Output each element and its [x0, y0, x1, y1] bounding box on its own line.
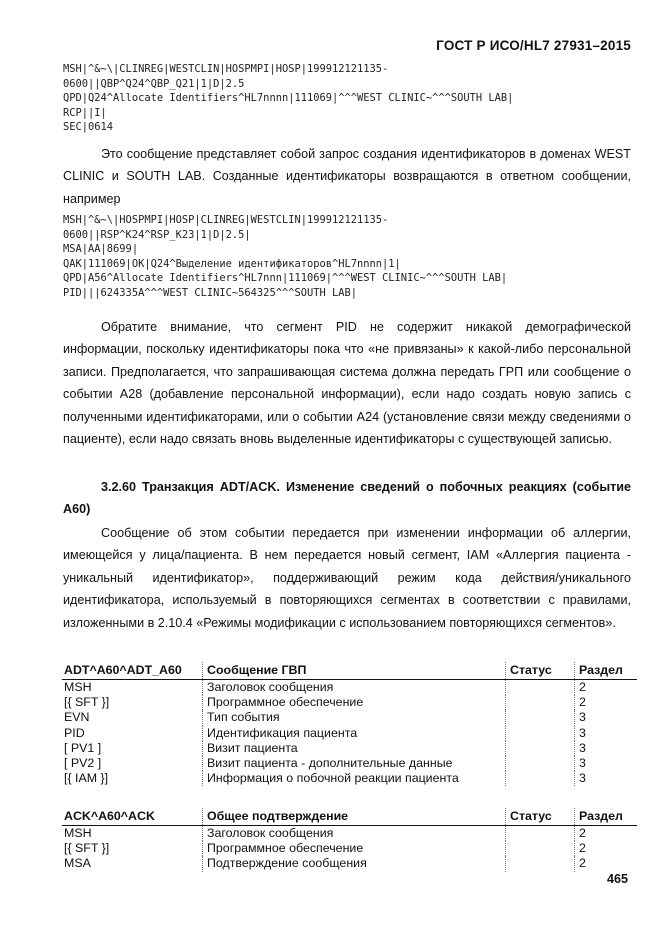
- code-block-response: [63, 213, 507, 300]
- paragraph-text: Это сообщение представляет собой запрос создания идентификаторов в доменах WEST CLINIC и SOUTH LAB. Созданные идентификаторы возвращаются в ответном сообщении, например: [63, 147, 631, 206]
- code-line: RCP||I|: [63, 106, 107, 119]
- segment-status: [506, 695, 575, 710]
- paragraph-text: Обратите внимание, что сегмент PID не содержит никакой демографической информации, поскольку идентификаторы пока что «не привязаны» к какой-либо персональной записи. Предполагается, что запрашивающая система должна передать ГРП или сообщение о событии A28 (добавление персональной информации), если надо создать новую запись с полученными идентификаторами, или о событии A24 (установление связи между сведениями о пациенте), если надо связать вновь выделенные идентификаторы с существующей записью.: [63, 320, 631, 447]
- segment-description: Тип события: [203, 710, 506, 725]
- segment-section: 3: [579, 740, 586, 755]
- code-line: MSA|AA|8699|: [63, 243, 139, 255]
- table-row: [62, 680, 637, 696]
- section-heading-text: 3.2.60 Транзакция ADT/ACK. Изменение сведений о побочных реакциях (событие A60): [63, 480, 631, 517]
- table-row: [62, 726, 637, 741]
- segment-code: [ PV2 ]: [62, 756, 203, 771]
- code-line: MSH|^&~\|CLINREG|WESTCLIN|HOSPMPI|HOSP|199912121135-: [63, 63, 389, 75]
- page-number: 465: [606, 872, 628, 886]
- segment-status: [506, 710, 575, 725]
- paragraph-event-description: [63, 522, 631, 634]
- segment-code: [ PV1 ]: [62, 741, 203, 756]
- header-status: Статус: [506, 808, 575, 826]
- section-heading: [63, 476, 631, 521]
- code-line: QPD|Q24^Allocate Identifiers^HL7nnnn|111069|^^^WEST CLINIC~^^^SOUTH LAB|: [63, 92, 514, 104]
- code-line: SEC|0614: [63, 121, 114, 133]
- segment-code: [{ IAM }]: [62, 771, 203, 786]
- table-row: [62, 841, 637, 856]
- header-description: Сообщение ГВП: [203, 662, 506, 680]
- table-row: [62, 695, 637, 710]
- segment-section: 2: [579, 856, 586, 871]
- segment-status: [506, 841, 575, 856]
- table-row: [62, 741, 637, 756]
- segment-status: [506, 680, 575, 696]
- table-row: [62, 710, 637, 725]
- table-row: [62, 756, 637, 771]
- segment-description: Программное обеспечение: [203, 695, 506, 710]
- segment-code: MSH: [62, 826, 203, 842]
- segment-status: [506, 826, 575, 842]
- header-status: Статус: [506, 662, 575, 680]
- segment-description: Заголовок сообщения: [203, 680, 506, 696]
- segment-section: 2: [579, 695, 586, 710]
- document-header: ГОСТ Р ИСО/HL7 27931–2015: [436, 38, 631, 53]
- header-section: Раздел: [575, 808, 638, 826]
- table-header-row: [62, 662, 637, 680]
- segment-code: MSA: [62, 856, 203, 871]
- table-row: [62, 826, 637, 842]
- segment-status: [506, 726, 575, 741]
- segment-code: EVN: [62, 710, 203, 725]
- code-block-query: [63, 62, 513, 135]
- header-message-type: ACK^A60^ACK: [62, 808, 203, 826]
- segment-section: 3: [579, 771, 586, 786]
- header-section: Раздел: [575, 662, 638, 680]
- code-line: 0600||RSP^K24^RSP_K23|1|D|2.5|: [63, 228, 251, 241]
- code-line: PID|||624335A^^^WEST CLINIC~564325^^^SOUTH LAB|: [63, 286, 358, 299]
- segment-code: PID: [62, 726, 203, 741]
- paragraph-pid-note: [63, 316, 631, 450]
- segment-code: [{ SFT }]: [62, 841, 203, 856]
- header-message-type: ADT^A60^ADT_A60: [62, 662, 203, 680]
- segment-description: Заголовок сообщения: [203, 826, 506, 842]
- segment-section: 2: [579, 680, 586, 694]
- segment-description: Информация о побочной реакции пациента: [203, 771, 506, 786]
- segment-section: 3: [579, 756, 586, 771]
- segment-status: [506, 741, 575, 756]
- segment-description: Подтверждение сообщения: [203, 856, 506, 871]
- segment-section: 2: [579, 841, 586, 856]
- segment-section: 3: [579, 710, 586, 725]
- segment-description: Идентификация пациента: [203, 726, 506, 741]
- segment-code: MSH: [62, 680, 203, 696]
- table-row: [62, 856, 637, 871]
- segment-description: Визит пациента - дополнительные данные: [203, 756, 506, 771]
- table-header-row: [62, 808, 637, 826]
- segment-description: Программное обеспечение: [203, 841, 506, 856]
- adt-a60-message-table: [62, 662, 637, 786]
- segment-status: [506, 856, 575, 871]
- table-row: [62, 771, 637, 786]
- paragraph-text: Сообщение об этом событии передается при изменении информации об аллергии, имеющейся у лица/пациента. В нем передается новый сегмент, IAM «Аллергия пациента - уникальный идентификатор», поддерживающий режим кода действия/уникального идентификатора, используемый в повторяющихся сегментах в соответствии с правилами, изложенными в 2.10.4 «Режимы модификации с использованием повторяющихся сегментов».: [63, 526, 631, 630]
- segment-status: [506, 771, 575, 786]
- segment-section: 3: [579, 725, 586, 740]
- paragraph-query-description: [63, 143, 631, 210]
- ack-a60-message-table: [62, 808, 637, 872]
- code-line: QAK|111069|OK|Q24^Выделение идентификаторов^HL7nnnn|1|: [63, 257, 401, 270]
- segment-status: [506, 756, 575, 771]
- code-line: QPD|A56^Allocate Identifiers^HL7nnn|111069|^^^WEST CLINIC~^^^SOUTH LAB|: [63, 272, 508, 284]
- code-line: 0600||QBP^Q24^QBP_Q21|1|D|2.5: [63, 77, 245, 90]
- segment-section: 2: [579, 826, 586, 840]
- segment-description: Визит пациента: [203, 741, 506, 756]
- segment-code: [{ SFT }]: [62, 695, 203, 710]
- code-line: MSH|^&~\|HOSPMPI|HOSP|CLINREG|WESTCLIN|199912121135-: [63, 214, 389, 226]
- header-description: Общее подтверждение: [203, 808, 506, 826]
